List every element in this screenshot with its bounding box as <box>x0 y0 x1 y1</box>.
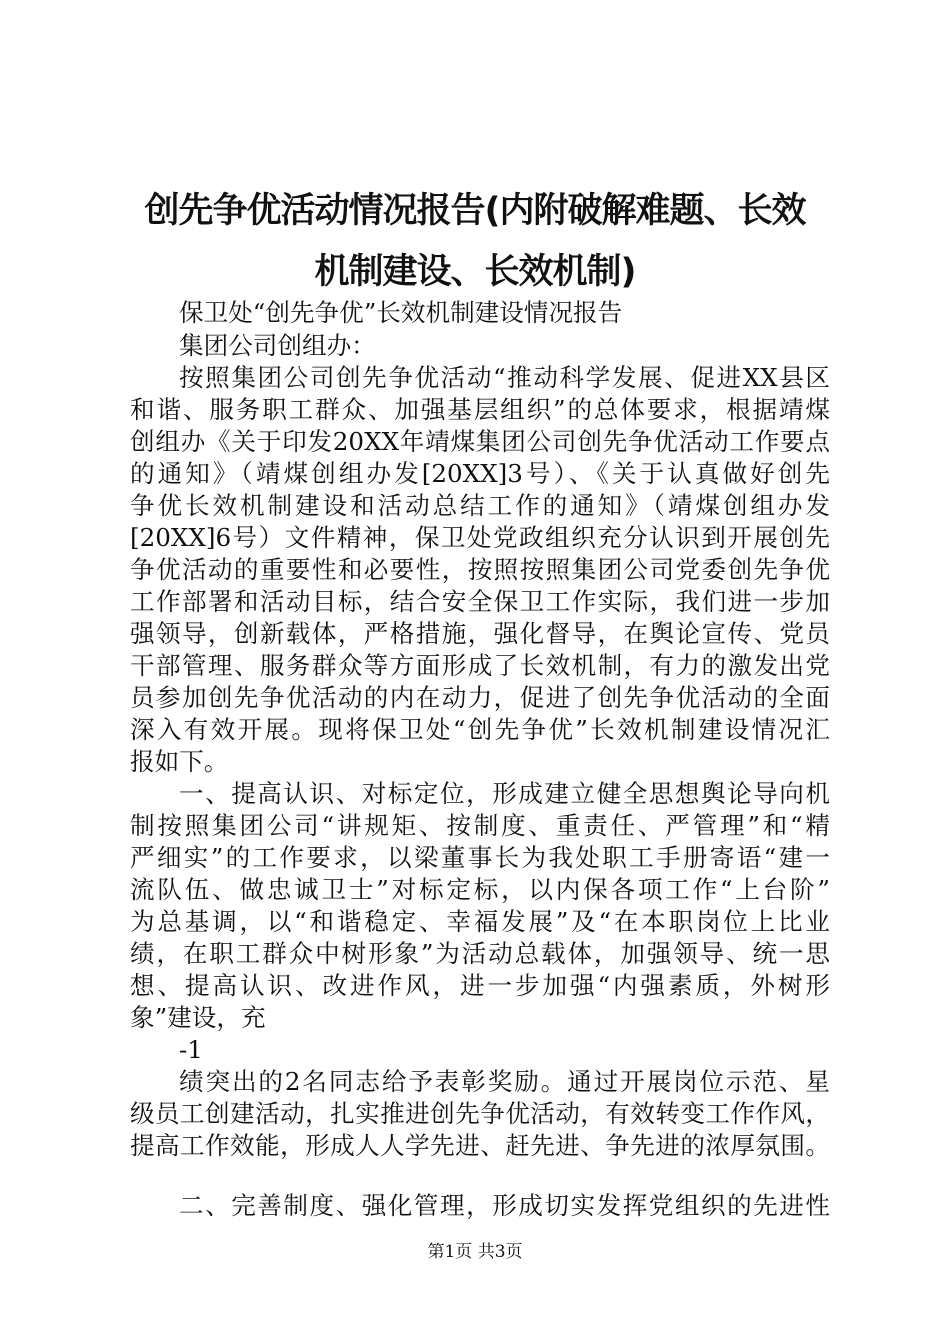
paragraph-line: 争优长效机制建设和活动总结工作的通知》（靖煤创组办发 <box>130 491 830 520</box>
paragraph-line: 创组办《关于印发20XX年靖煤集团公司创先争优活动工作要点 <box>130 427 830 456</box>
paragraph-line: 干部管理、服务群众等方面形成了长效机制，有力的激发出党 <box>130 651 830 680</box>
document-title-line-2: 机制建设、长效机制) <box>314 252 636 292</box>
page-footer: 第1页 共3页 <box>427 1242 523 1262</box>
paragraph-line: 象”建设，充 <box>130 1003 266 1032</box>
paragraph-line: 争优活动的重要性和必要性，按照按照集团公司党委创先争优 <box>130 555 830 584</box>
paragraph-line: 按照集团公司创先争优活动“推动科学发展、促进XX县区 <box>179 363 830 392</box>
paragraph-line: 提高工作效能，形成人人学先进、赶先进、争先进的浓厚氛围。 <box>130 1131 830 1160</box>
paragraph-line: 一、提高认识、对标定位，形成建立健全思想舆论导向机 <box>179 779 830 808</box>
paragraph-line: 和谐、服务职工群众、加强基层组织”的总体要求，根据靖煤 <box>130 395 830 424</box>
paragraph-line: 为总基调，以“和谐稳定、幸福发展”及“在本职岗位上比业 <box>130 907 830 936</box>
paragraph-line: 员参加创先争优活动的内在动力，促进了创先争优活动的全面 <box>130 683 830 712</box>
paragraph-line: 流队伍、做忠诚卫士”对标定标，以内保各项工作“上台阶” <box>130 875 830 904</box>
section-heading: 二、完善制度、强化管理，形成切实发挥党组织的先进性 <box>179 1191 830 1220</box>
paragraph-line: 绩突出的2名同志给予表彰奖励。通过开展岗位示范、星 <box>179 1067 830 1096</box>
salutation: 集团公司创组办： <box>179 331 376 360</box>
paragraph-line: 强领导，创新载体，严格措施，强化督导，在舆论宣传、党员 <box>130 619 830 648</box>
paragraph-line: 想、提高认识、改进作风，进一步加强“内强素质，外树形 <box>130 971 830 1000</box>
paragraph-line: 级员工创建活动，扎实推进创先争优活动，有效转变工作作风， <box>130 1099 830 1128</box>
page-marker: -1 <box>179 1035 203 1064</box>
report-subtitle: 保卫处“创先争优”长效机制建设情况报告 <box>179 298 623 327</box>
paragraph-line: 严细实”的工作要求，以梁董事长为我处职工手册寄语“建一 <box>130 843 830 872</box>
document-title-line-1: 创先争优活动情况报告(内附破解难题、长效 <box>144 191 806 231</box>
paragraph-line: 的通知》（靖煤创组办发[20XX]3号）、《关于认真做好创先 <box>130 459 830 488</box>
paragraph-line: 报如下。 <box>130 747 229 776</box>
paragraph-line: 深入有效开展。现将保卫处“创先争优”长效机制建设情况汇 <box>130 715 830 744</box>
paragraph-line: 工作部署和活动目标，结合安全保卫工作实际，我们进一步加 <box>130 587 830 616</box>
paragraph-line: 绩，在职工群众中树形象”为活动总载体，加强领导、统一思 <box>130 939 830 968</box>
paragraph-line: 制按照集团公司“讲规矩、按制度、重责任、严管理”和“精 <box>130 811 830 840</box>
paragraph-line: [20XX]6号）文件精神，保卫处党政组织充分认识到开展创先 <box>130 523 830 552</box>
